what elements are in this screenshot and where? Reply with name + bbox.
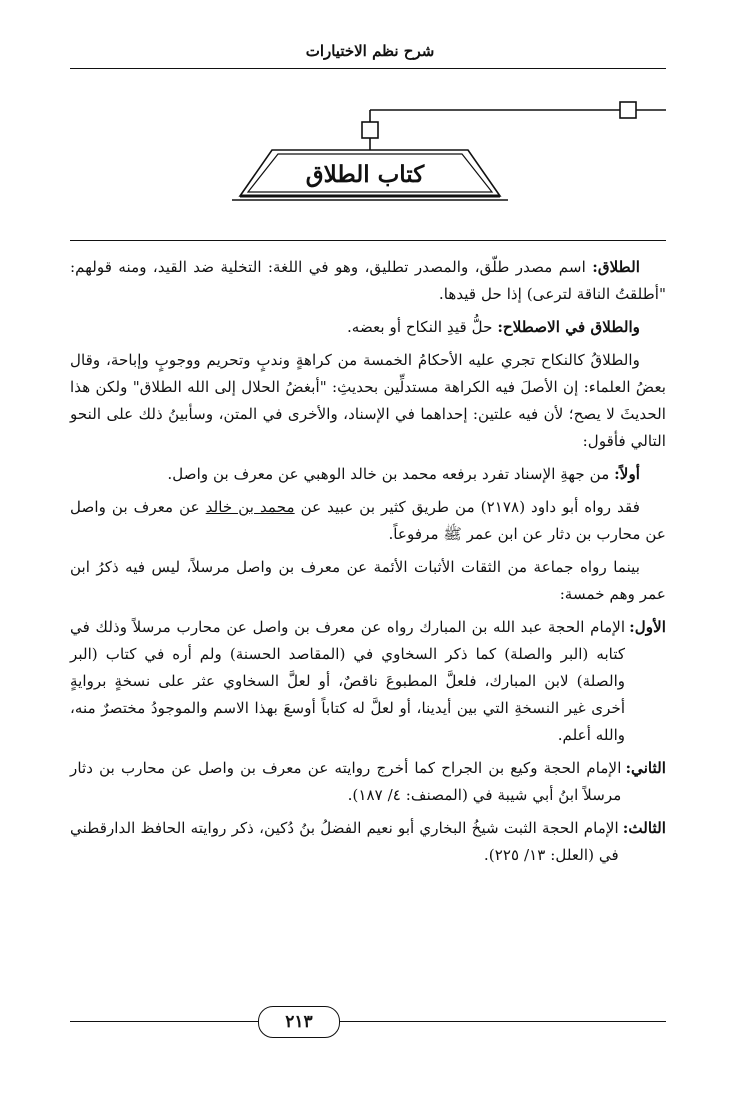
- underlined-narrator: محمد بن خالد: [205, 498, 295, 516]
- point-first-label: أولاً:: [614, 465, 640, 483]
- footer-rule: [70, 1021, 666, 1022]
- paragraph-technical-definition: [70, 314, 666, 341]
- main-text: [70, 254, 666, 875]
- paragraph-first-point: [70, 461, 666, 488]
- paragraph-rulings: والطلاقُ كالنكاح تجري عليه الأحكامُ الخمسة من كراهةٍ وندبٍ وتحريم ووجوبٍ وإباحة، وقال بعضُ العلماء: إن الأصلَ فيه الكراهة مستدلِّين بحديثِ: "أبغضُ الحلال إلى الله الطلاق" ولكن هذا الحديثَ لا يصح؛ لأن فيه علتين: إحداهما في الإسناد، والأخرى في المتن، وسأبينُ ذلك على النحو التالي فأقول:: [70, 351, 667, 450]
- list-item-text: الإمام الحجة عبد الله بن المبارك رواه عن معرف بن واصل عن محارب مرسلاً وذلك في كتابه (البر والصلة) كما ذكر السخاوي في (المقاصد الحسنة) ولم أره في كتاب (البر والصلة) لابن المبارك، فلعلَّ المطبوعَ ناقصٌ، أو لعلَّ السخاوي عثر على نسخةٍ بروايةٍ أخرى غير النسخةِ التي بين أيدينا، أو لعلَّ له كتاباً أوسعَ بهذا الاسم والموجودُ مختصرٌ منه، والله أعلم.: [70, 618, 626, 744]
- paragraph-definition: [70, 254, 666, 308]
- paragraph-definition-text: اسم مصدر طلّق، والمصدر تطليق، وهو في اللغة: التخلية ضد القيد، ومنه قولهم: "أطلقتُ الناقة لترعى) إذا حل قيدها.: [70, 258, 666, 303]
- list-item-label: الثالث:: [622, 819, 666, 837]
- term-technical: والطلاق في الاصطلاح:: [497, 318, 640, 336]
- list-item: [70, 614, 666, 749]
- running-head: شرح نظم الاختيارات: [305, 42, 435, 60]
- list-item-text: الإمام الحجة الثبت شيخُ البخاري أبو نعيم الفضلُ بنُ دُكين، ذكر روايته الحافظ الدارقطني في (العلل: ١٣/ ٢٢٥).: [70, 819, 619, 864]
- point-first-text: من جهةِ الإسناد تفرد برفعه محمد بن خالد الوهبي عن معرف بن واصل.: [167, 465, 615, 483]
- abu-dawud-text-a: فقد رواه أبو داود (٢١٧٨) من طريق كثير بن عبيد عن: [294, 498, 640, 516]
- list-item: [70, 815, 666, 869]
- section-rule: [70, 240, 666, 241]
- term-talaq: الطلاق:: [592, 258, 640, 276]
- page-number: ٢١٣: [258, 1006, 340, 1038]
- paragraph-technical-text: حلُّ قيدِ النكاح أو بعضه.: [346, 318, 498, 336]
- paragraph-abu-dawud: [70, 494, 666, 548]
- list-item: [70, 755, 666, 809]
- abu-dawud-text-b: عن معرف بن واصل عن محارب بن دثار عن ابن عمر ﷺ مرفوعاً.: [70, 498, 666, 543]
- chapter-banner: [0, 0, 730, 230]
- list-item-label: الأول:: [629, 618, 666, 636]
- list-item-label: الثاني:: [625, 759, 666, 777]
- list-item-text: الإمام الحجة وكيع بن الجراح كما أخرج روايته عن معرف بن واصل عن محارب بن دثار مرسلاً ابنُ أبي شيبة في (المصنف: ٤/ ١٨٧).: [70, 759, 622, 804]
- paragraph-narrators: بينما رواه جماعة من الثقات الأثبات الأئمة عن معرف بن واصل مرسلاً، ليس فيه ذكرُ ابن عمر وهم خمسة:: [70, 558, 666, 603]
- chapter-title: كتاب الطلاق: [305, 161, 425, 188]
